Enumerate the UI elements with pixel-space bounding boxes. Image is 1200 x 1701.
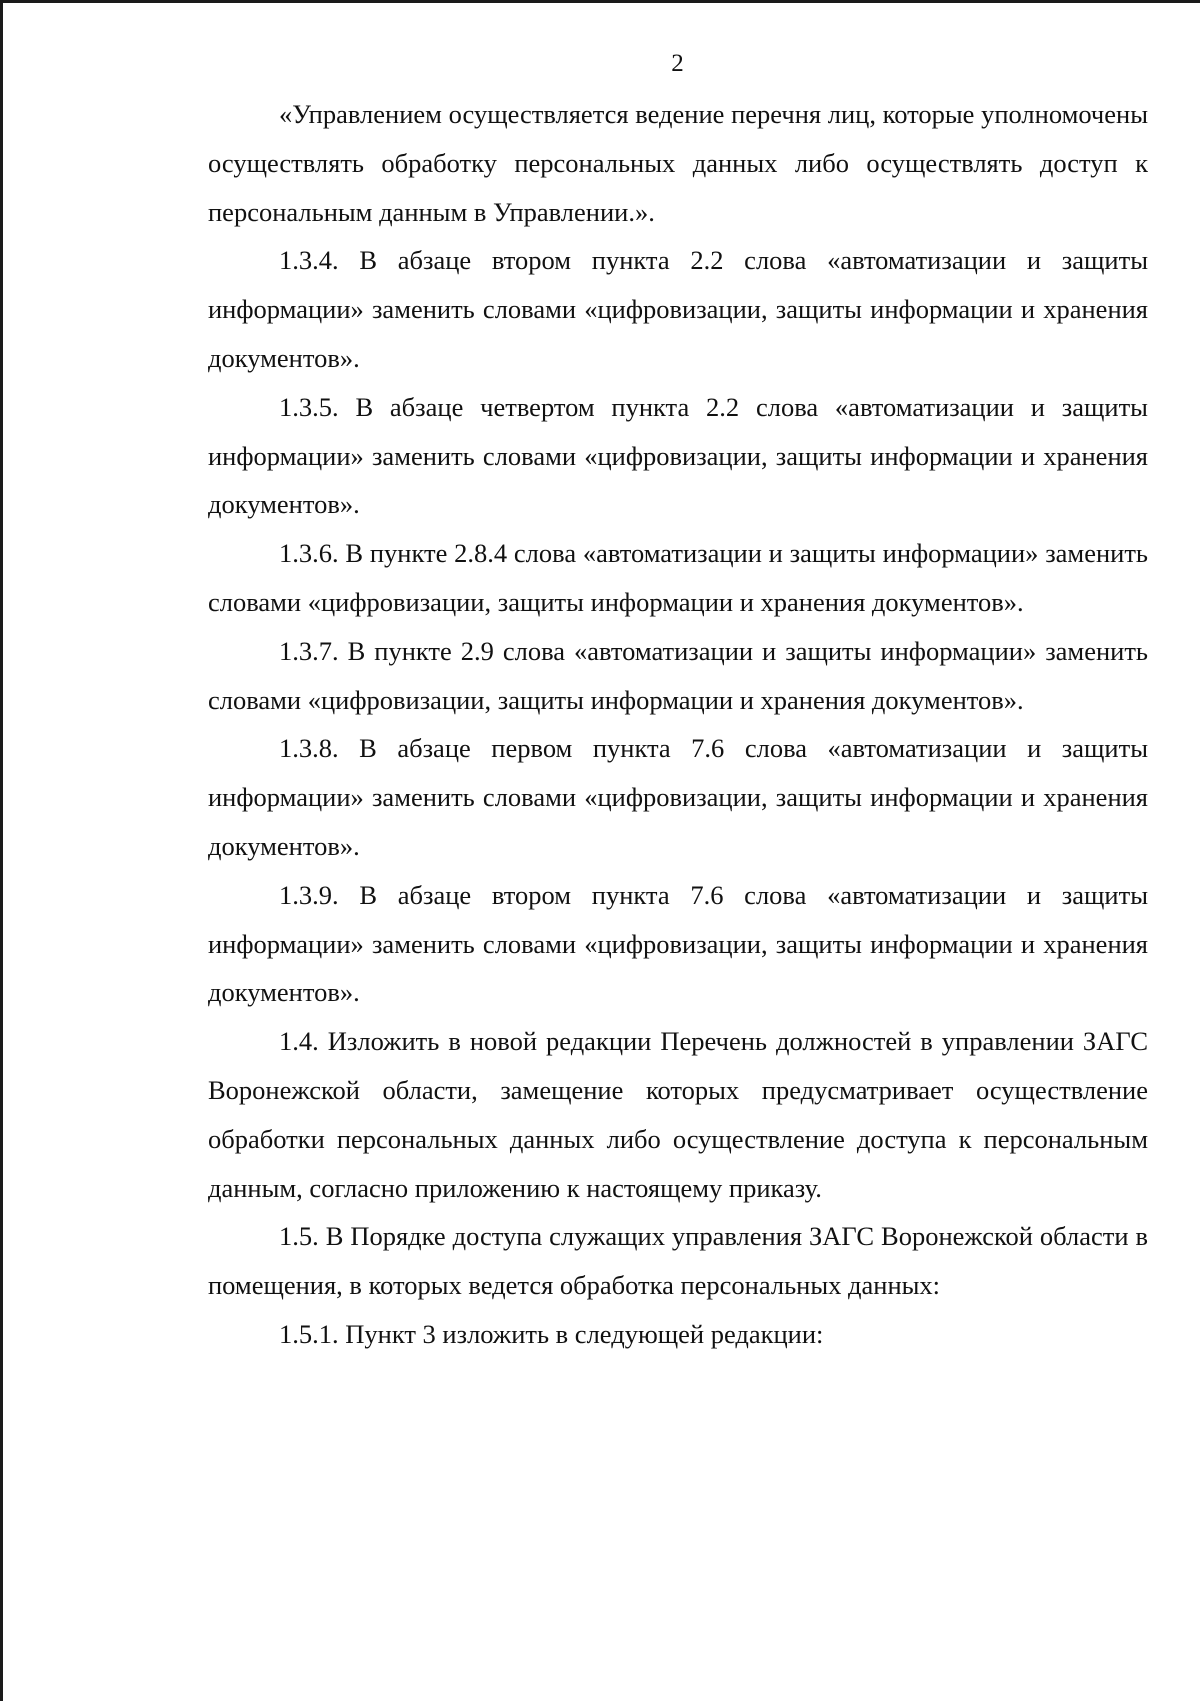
scan-edge-top bbox=[0, 0, 1200, 3]
paragraph-quote-register: «Управлением осуществляется ведение перечня лиц, которые уполномочены осуществлять обработку персональных данных либо осуществлять доступ к персональным данным в Управлении.». bbox=[208, 99, 1148, 227]
paragraph-1-3-4: 1.3.4. В абзаце втором пункта 2.2 слова «автоматизации и защиты информации» заменить словами «цифровизации, защиты информации и хранения документов». bbox=[208, 245, 1148, 373]
paragraph-1-3-7: 1.3.7. В пункте 2.9 слова «автоматизации и защиты информации» заменить словами «цифровизации, защиты информации и хранения документов». bbox=[208, 635, 1148, 715]
document-body bbox=[208, 90, 1148, 1359]
paragraph-1-3-5: 1.3.5. В абзаце четвертом пункта 2.2 слова «автоматизации и защиты информации» заменить словами «цифровизации, защиты информации и хранения документов». bbox=[208, 391, 1148, 520]
paragraph-1-5-1: 1.5.1. Пункт 3 изложить в следующей редакции: bbox=[279, 1318, 824, 1349]
paragraph-1-3-9: 1.3.9. В абзаце втором пункта 7.6 слова «автоматизации и защиты информации» заменить словами «цифровизации, защиты информации и хранения документов». bbox=[208, 879, 1148, 1008]
page-number: 2 bbox=[671, 50, 684, 77]
paragraph-1-3-6: 1.3.6. В пункте 2.8.4 слова «автоматизации и защиты информации» заменить словами «цифровизации, защиты информации и хранения документов». bbox=[208, 538, 1148, 617]
paragraph-1-3-8: 1.3.8. В абзаце первом пункта 7.6 слова «автоматизации и защиты информации» заменить словами «цифровизации, защиты информации и хранения документов». bbox=[208, 733, 1148, 861]
paragraph-1-5: 1.5. В Порядке доступа служащих управления ЗАГС Воронежской области в помещения, в которых ведется обработка персональных данных: bbox=[208, 1221, 1148, 1301]
scan-edge-left bbox=[0, 0, 3, 1701]
paragraph-1-4: 1.4. Изложить в новой редакции Перечень должностей в управлении ЗАГС Воронежской области, замещение которых предусматривает осуществление обработки персональных данных либо осуществление доступа к персональным данным, согласно приложению к настоящему приказу. bbox=[208, 1026, 1148, 1203]
